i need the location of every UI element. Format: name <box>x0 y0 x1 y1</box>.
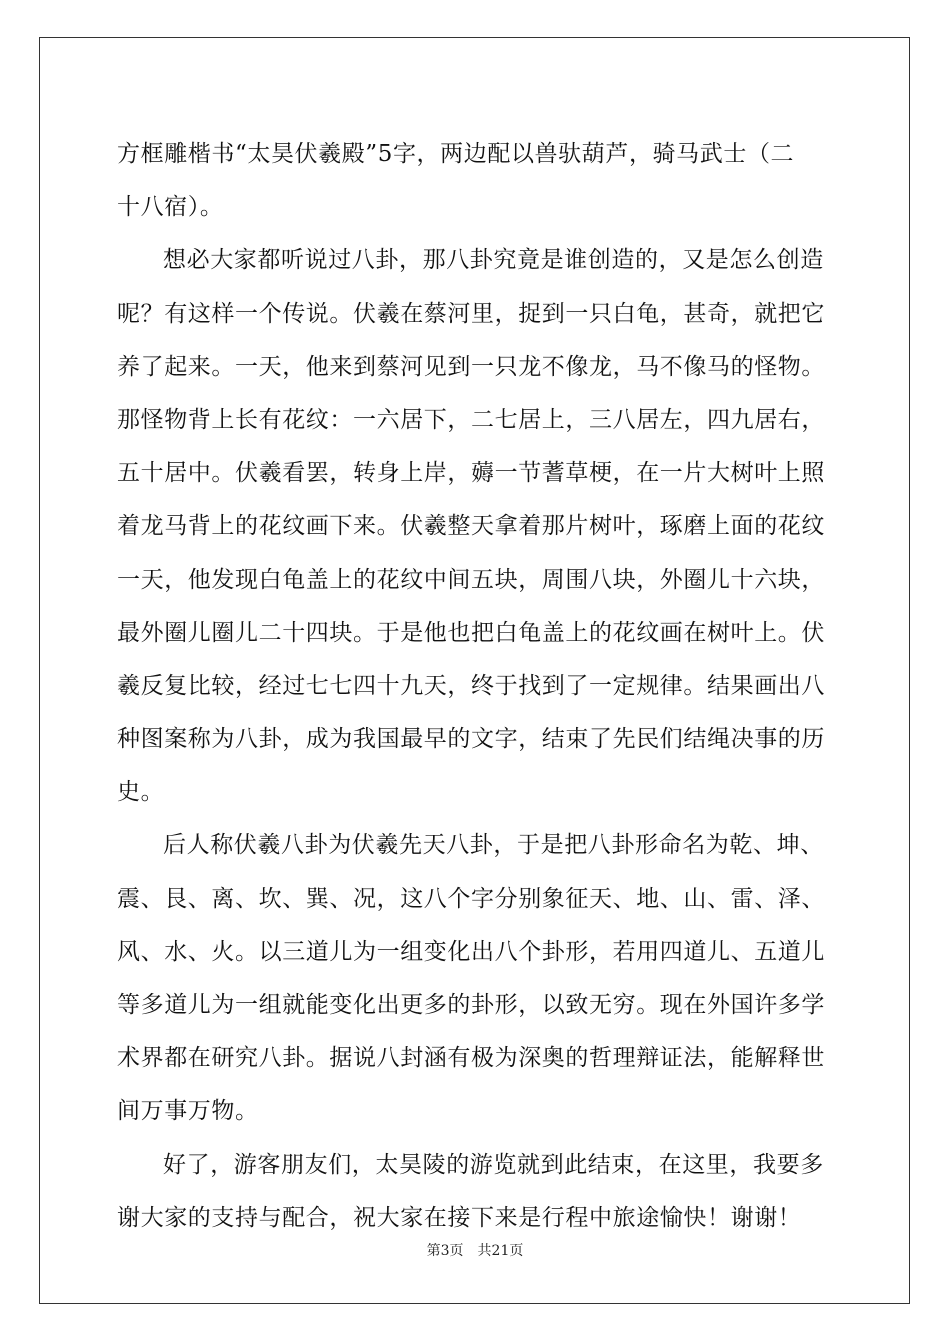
text-line: 最外圈儿圈儿二十四块。于是他也把白龟盖上的花纹画在树叶上。伏 <box>117 619 825 646</box>
text-line: 等多道儿为一组就能变化出更多的卦形，以致无穷。现在外国许多学 <box>117 992 825 1018</box>
text-line: 着龙马背上的花纹画下来。伏羲整天拿着那片树叶，琢磨上面的花纹 <box>117 513 825 540</box>
text-line: 羲反复比较，经过七七四十九天，终于找到了一定规律。结果画出八 <box>117 672 825 699</box>
text-line: 种图案称为八卦，成为我国最早的文字，结束了先民们结绳决事的历 <box>117 726 825 753</box>
text-line: 震、艮、离、坎、巽、况，这八个字分别象征天、地、山、雷、泽、 <box>117 885 825 912</box>
text-line: 十八宿）。 <box>117 194 224 221</box>
text-line: 好了，游客朋友们，太昊陵的游览就到此结束，在这里，我要多 <box>163 1151 824 1178</box>
document-body <box>117 128 835 1245</box>
text-line: 方框雕楷书“太昊伏羲殿”5字，两边配以兽驮葫芦，骑马武士（二 <box>117 141 795 167</box>
text-line: 间万事万物。 <box>117 1098 259 1125</box>
text-line: 一天，他发现白龟盖上的花纹中间五块，周围八块，外圈儿十六块， <box>117 566 825 593</box>
text-line: 史。 <box>117 779 165 806</box>
page-number-total: 共21页 <box>477 1243 524 1259</box>
text-line: 呢？有这样一个传说。伏羲在蔡河里，捉到一只白龟，甚奇，就把它 <box>117 300 825 327</box>
page-footer <box>0 1240 950 1260</box>
text-line: 术界都在研究八卦。据说八封涵有极为深奥的哲理辩证法，能解释世 <box>117 1045 825 1072</box>
text-line: 风、水、火。以三道儿为一组变化出八个卦形，若用四道儿、五道儿 <box>117 938 825 965</box>
text-line: 养了起来。一天，他来到蔡河见到一只龙不像龙，马不像马的怪物。 <box>117 353 825 380</box>
text-line: 谢大家的支持与配合，祝大家在接下来是行程中旅途愉快！谢谢！ <box>117 1204 802 1231</box>
text-line: 五十居中。伏羲看罢，转身上岸，薅一节蓍草梗，在一片大树叶上照 <box>117 460 825 487</box>
text-line: 那怪物背上长有花纹：一六居下，二七居上，三八居左，四九居右， <box>117 406 825 433</box>
text-line: 后人称伏羲八卦为伏羲先天八卦，于是把八卦形命名为乾、坤、 <box>163 832 824 859</box>
text-line: 想必大家都听说过八卦，那八卦究竟是谁创造的，又是怎么创造 <box>163 247 824 274</box>
page-number-current: 第3页 <box>426 1243 464 1259</box>
